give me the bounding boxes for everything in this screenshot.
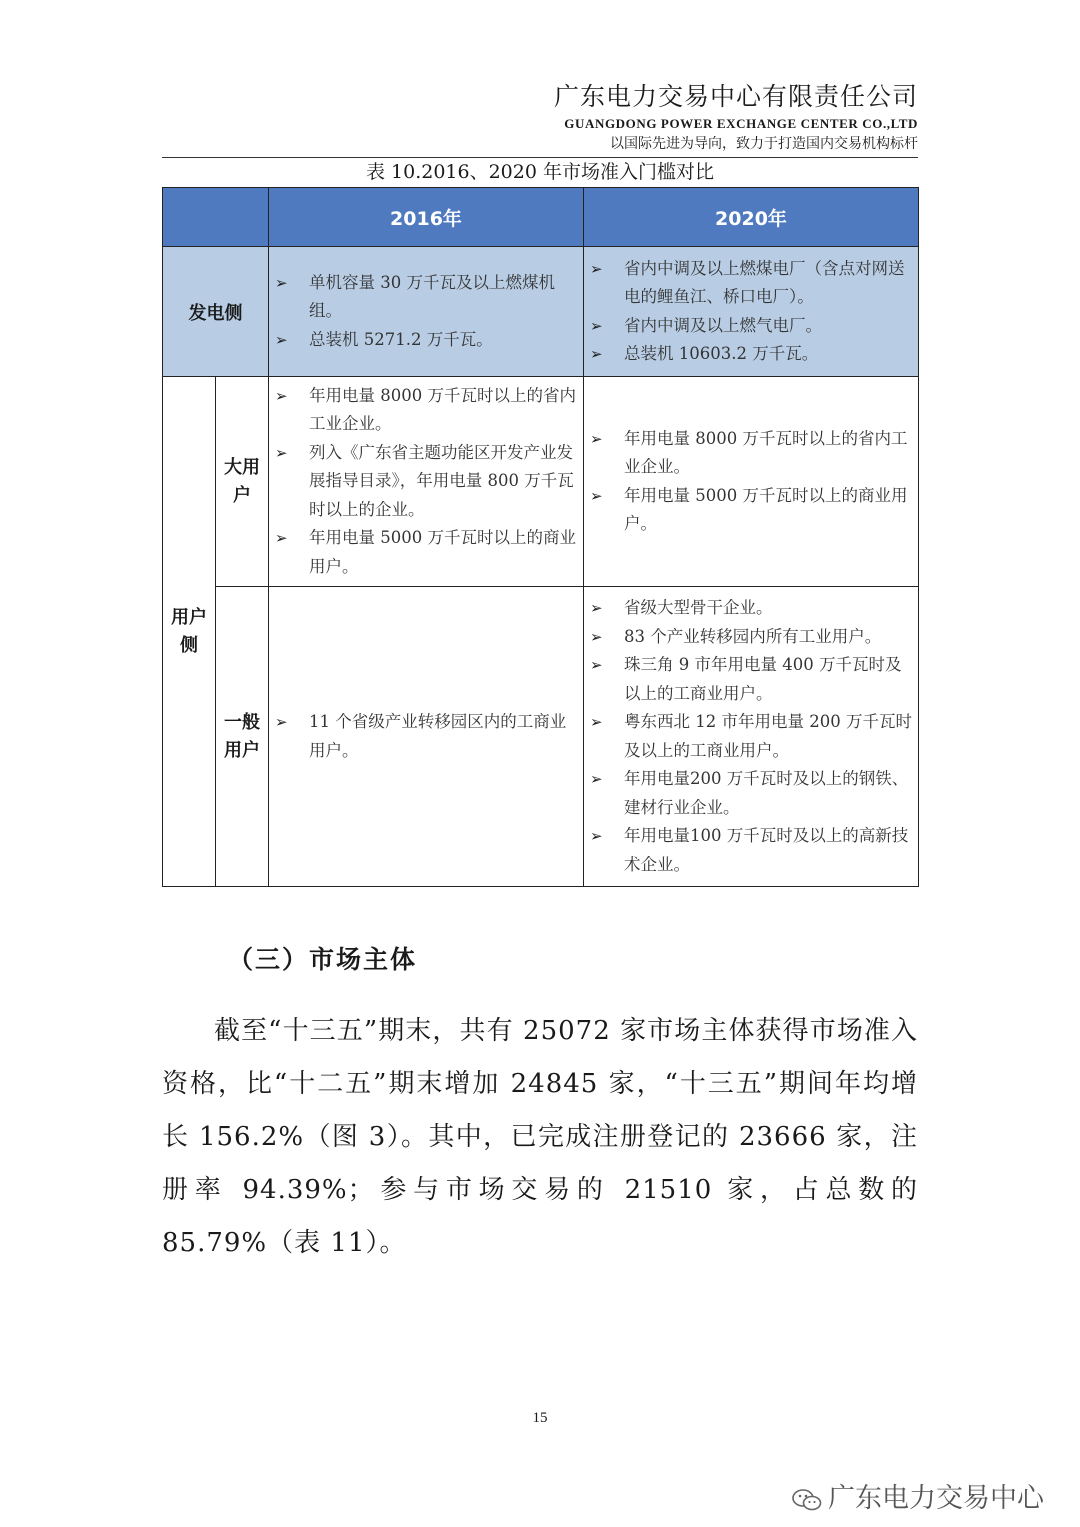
header-2020: 2020年	[584, 188, 919, 247]
section-title: （三）市场主体	[228, 945, 418, 974]
user-side-label-text: 用户侧	[171, 606, 207, 656]
generation-row	[163, 247, 919, 377]
generation-label: 发电侧	[163, 247, 269, 377]
table-caption: 表 10.2016、2020 年市场准入门槛对比	[365, 161, 714, 183]
list-item: ➢ 单机容量 30 万千瓦及以上燃煤机组。	[275, 269, 579, 326]
large-user-2020-cell	[584, 377, 919, 587]
large-user-2016-cell	[269, 377, 584, 587]
large-user-2016-list	[269, 382, 583, 582]
list-item: ➢ 年用电量 8000 万千瓦时以上的省内工业企业。	[590, 425, 914, 482]
large-user-2020-list	[584, 425, 918, 539]
list-item: ➢ 年用电量200 万千瓦时及以上的钢铁、建材行业企业。	[590, 765, 914, 822]
wechat-watermark	[792, 1476, 1044, 1515]
large-user-label	[216, 377, 269, 587]
company-name-en: GUANGDONG POWER EXCHANGE CENTER CO.,LTD	[564, 116, 918, 131]
list-item: ➢ 粤东西北 12 市年用电量 200 万千瓦时及以上的工商业用户。	[590, 708, 914, 765]
list-item: ➢ 11 个省级产业转移园区内的工商业用户。	[275, 708, 579, 765]
market-threshold-table	[162, 187, 919, 887]
wechat-icon	[792, 1488, 822, 1512]
company-name-cn: 广东电力交易中心有限责任公司	[553, 82, 918, 111]
body-paragraph: 截至“十三五”期末，共有 25072 家市场主体获得市场准入资格，比“十二五”期末增加 24845 家，“十三五”期间年均增长 156.2%（图 3）。其中，已完成注册登记的 23666 家，注册率 94.39%；参与市场交易的 21510 家，占总数的 85.79%（表 11）。	[162, 1016, 918, 1258]
generation-2016-cell	[269, 247, 584, 377]
general-user-2016-list	[269, 708, 583, 765]
general-user-label-text: 一般用户	[224, 711, 260, 761]
list-item: ➢ 总装机 5271.2 万千瓦。	[275, 326, 579, 355]
page-header	[554, 80, 918, 154]
list-item: ➢ 年用电量 8000 万千瓦时以上的省内工业企业。	[275, 382, 579, 439]
large-user-label-text: 大用户	[224, 456, 260, 506]
list-item: ➢ 省内中调及以上燃气电厂。	[590, 312, 914, 341]
header-2016: 2016年	[269, 188, 584, 247]
list-item: ➢ 年用电量 5000 万千瓦时以上的商业用户。	[275, 524, 579, 581]
list-item: ➢ 省内中调及以上燃煤电厂（含点对网送电的鲤鱼江、桥口电厂）。	[590, 255, 914, 312]
general-user-label	[216, 587, 269, 887]
general-user-row	[163, 587, 919, 887]
list-item: ➢ 年用电量 5000 万千瓦时以上的商业用户。	[590, 482, 914, 539]
large-user-row	[163, 377, 919, 587]
list-item: ➢ 总装机 10603.2 万千瓦。	[590, 340, 914, 369]
user-side-label	[163, 377, 216, 887]
list-item: ➢ 83 个产业转移园内所有工业用户。	[590, 623, 914, 652]
watermark-text: 广东电力交易中心	[828, 1483, 1044, 1514]
general-user-2016-cell	[269, 587, 584, 887]
generation-2020-cell	[584, 247, 919, 377]
table-header-row	[163, 188, 919, 247]
general-user-2020-list	[584, 594, 918, 879]
company-slogan: 以国际先进为导向，致力于打造国内交易机构标杆	[610, 136, 918, 152]
generation-2020-list	[584, 255, 918, 369]
list-item: ➢ 列入《广东省主题功能区开发产业发展指导目录》，年用电量 800 万千瓦时以上的企业。	[275, 439, 579, 525]
generation-2016-list	[269, 269, 583, 355]
header-blank-cell	[163, 188, 269, 247]
general-user-2020-cell	[584, 587, 919, 887]
list-item: ➢ 珠三角 9 市年用电量 400 万千瓦时及以上的工商业用户。	[590, 651, 914, 708]
list-item: ➢ 年用电量100 万千瓦时及以上的高新技术企业。	[590, 822, 914, 879]
page-number: 15	[532, 1410, 548, 1426]
list-item: ➢ 省级大型骨干企业。	[590, 594, 914, 623]
